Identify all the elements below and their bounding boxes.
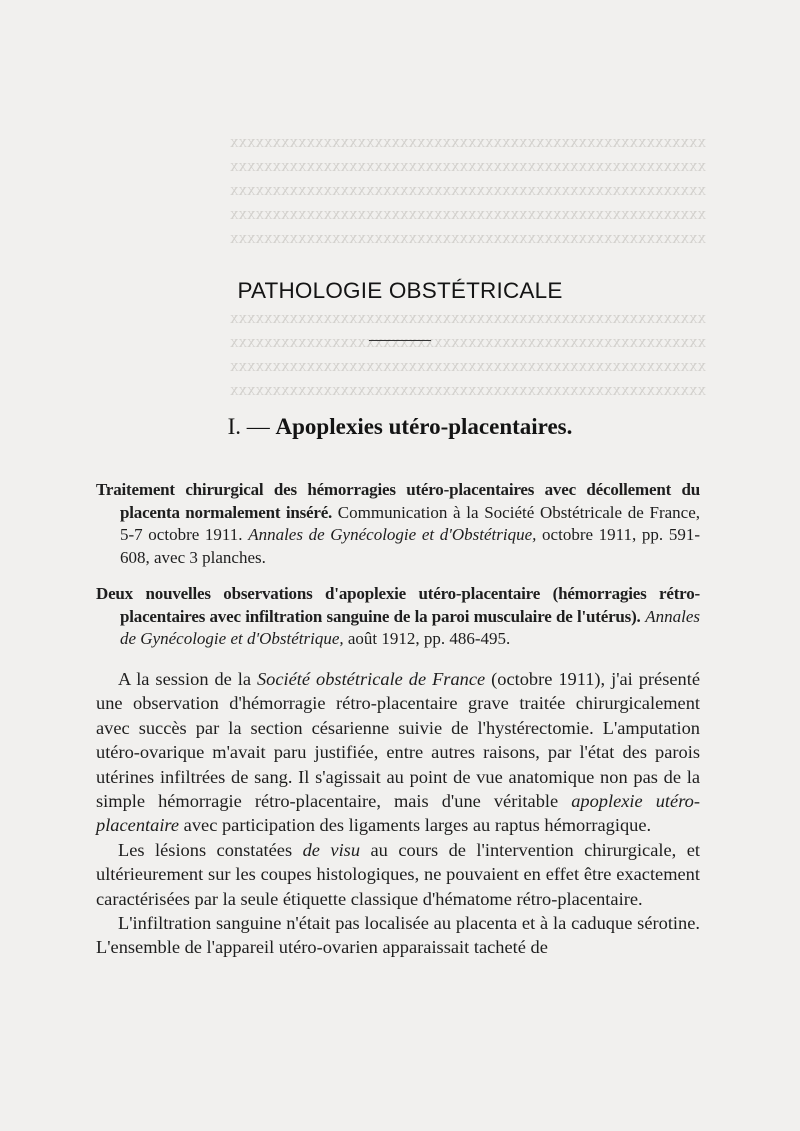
show-through: xxxxxxxxxxxxxxxxxxxxxxxxxxxxxxxxxxxxxxxxxxxxxxxxxxxxxxxx: [230, 204, 706, 223]
reference-details: octobre 1911, pp. 591-608, avec 3 planches.: [120, 525, 700, 567]
show-through: xxxxxxxxxxxxxxxxxxxxxxxxxxxxxxxxxxxxxxxxxxxxxxxxxxxxxxxx: [230, 156, 706, 175]
chapter-name: Apoplexies utéro-placentaires.: [275, 414, 573, 439]
reference-entry: [96, 479, 700, 569]
body-text: [96, 667, 700, 960]
reference-details: août 1912, pp. 486-495.: [343, 629, 511, 648]
reference-details: Communication à la Société Obstétricale de France, 5-7 octobre 1911.: [120, 502, 701, 544]
show-through: xxxxxxxxxxxxxxxxxxxxxxxxxxxxxxxxxxxxxxxxxxxxxxxxxxxxxxxx: [230, 228, 706, 247]
show-through: xxxxxxxxxxxxxxxxxxxxxxxxxxxxxxxxxxxxxxxxxxxxxxxxxxxxxxxx: [230, 356, 706, 375]
reference-journal: Annales de Gynécologie et d'Obstétrique,: [248, 525, 537, 544]
show-through: xxxxxxxxxxxxxxxxxxxxxxxxxxxxxxxxxxxxxxxxxxxxxxxxxxxxxxxx: [230, 180, 706, 199]
reference-entry: [96, 583, 700, 651]
reference-title: Traitement chirurgical des hémorragies utéro-placentaires avec décollement du placenta normalement inséré.: [96, 480, 700, 522]
section-title: PATHOLOGIE OBSTÉTRICALE: [237, 278, 563, 303]
show-through: xxxxxxxxxxxxxxxxxxxxxxxxxxxxxxxxxxxxxxxxxxxxxxxxxxxxxxxx: [230, 132, 706, 151]
title-divider: [369, 340, 431, 341]
reference-title: Deux nouvelles observations d'apoplexie utéro-placentaire (hémorragies rétro-placentaires avec infiltration sanguine de la paroi musculaire de l'utérus).: [96, 584, 700, 626]
paragraph: L'infiltration sanguine n'était pas localisée au placenta et à la caduque sérotine. L'ensemble de l'appareil utéro-ovarien apparaissait tacheté de: [96, 913, 700, 958]
reference-journal: Annales de Gynécologie et d'Obstétrique,: [120, 606, 701, 648]
chapter-number: I. —: [227, 414, 270, 439]
show-through: xxxxxxxxxxxxxxxxxxxxxxxxxxxxxxxxxxxxxxxxxxxxxxxxxxxxxxxx: [230, 308, 706, 327]
paragraph: Les lésions constatées de visu au cours de l'intervention chirurgicale, et ultérieurement sur les coupes histologiques, ne pouvaient en effet être exactement caractérisées par la seule étiquette classique d'hématome rétro-placentaire.: [96, 839, 700, 909]
chapter-title: [0, 414, 800, 440]
show-through: xxxxxxxxxxxxxxxxxxxxxxxxxxxxxxxxxxxxxxxxxxxxxxxxxxxxxxxx: [230, 332, 706, 351]
show-through: xxxxxxxxxxxxxxxxxxxxxxxxxxxxxxxxxxxxxxxxxxxxxxxxxxxxxxxx: [230, 380, 706, 399]
paragraph: A la session de la Société obstétricale de France (octobre 1911), j'ai présenté une observation d'hémorragie rétro-placentaire grave traitée chirurgicalement avec succès par la section césarienne suivie de l'hystérectomie. L'amputation utéro-ovarique m'avait paru justifiée, entre autres raisons, par l'état des parois utérines infiltrées de sang. Il s'agissait au point de vue anatomique non pas de la simple hémorragie rétro-placentaire, mais d'une véritable apoplexie utéro-placentaire avec participation des ligaments larges au raptus hémorragique.: [96, 669, 700, 836]
